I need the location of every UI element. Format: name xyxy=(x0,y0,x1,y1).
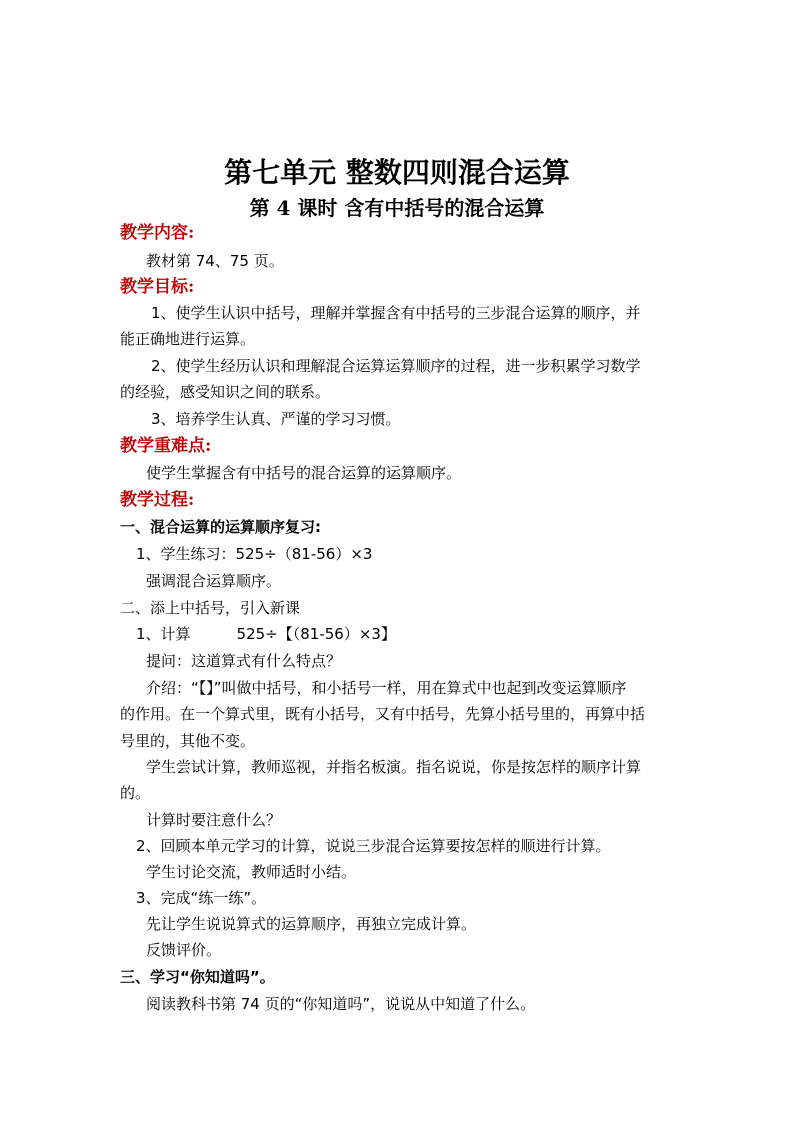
process-heading: 教学过程: xyxy=(120,490,195,510)
item-1-expression: 525÷【（81-56）×3】 xyxy=(236,625,396,643)
goal-2-line-1: 2、使学生经历认识和理解混合运算运算顺序的过程，进一步积累学习数学 xyxy=(151,357,641,375)
section-2-item-3-note: 先让学生说说算式的运算顺序，再独立完成计算。 xyxy=(146,915,477,933)
section-3-text: 阅读教科书第 74 页的“你知道吗”，说说从中知道了什么。 xyxy=(146,995,536,1013)
section-3-heading: 三、学习“你知道吗”。 xyxy=(120,968,275,986)
content-heading: 教学内容: xyxy=(120,223,195,243)
section-1-heading: 一、混合运算的运算顺序复习: xyxy=(120,518,321,536)
section-1-item-1: 1、学生练习：525÷（81-56）×3 xyxy=(136,545,373,563)
key-points-text: 使学生掌握含有中括号的混合运算的运算顺序。 xyxy=(146,464,462,482)
lesson-subtitle: 第 4 课时 含有中括号的混合运算 xyxy=(249,196,545,220)
section-2-heading: 二、添上中括号，引入新课 xyxy=(120,599,301,617)
section-2-try-line-2: 的。 xyxy=(120,784,151,802)
section-2-intro-line-2: 的作用。在一个算式里，既有小括号，又有中括号，先算小括号里的，再算中括 xyxy=(120,705,646,723)
goals-heading: 教学目标: xyxy=(120,277,195,297)
section-2-item-1 xyxy=(136,624,396,644)
section-2-intro-line-3: 号里的，其他不变。 xyxy=(120,732,256,750)
section-2-discuss: 学生讨论交流，教师适时小结。 xyxy=(146,863,357,881)
goal-1-line-1: 1、使学生认识中括号，理解并掌握含有中括号的三步混合运算的顺序，并 xyxy=(151,304,641,322)
section-2-item-2: 2、回顾本单元学习的计算，说说三步混合运算要按怎样的顺进行计算。 xyxy=(136,837,611,855)
goal-3: 3、培养学生认真、严谨的学习习惯。 xyxy=(151,410,401,428)
section-2-feedback: 反馈评价。 xyxy=(146,941,222,959)
item-1-label: 1、计算 xyxy=(136,625,191,643)
goal-1-line-2: 能正确地进行运算。 xyxy=(120,330,256,348)
key-points-heading: 教学重难点: xyxy=(120,436,212,456)
goal-2-line-2: 的经验，感受知识之间的联系。 xyxy=(120,383,331,401)
section-2-intro-line-1: 介绍：“【】”叫做中括号，和小括号一样，用在算式中也起到改变运算顺序 xyxy=(146,679,627,697)
section-2-attention: 计算时要注意什么？ xyxy=(146,811,282,829)
content-text: 教材第 74、75 页。 xyxy=(146,252,284,270)
section-2-item-3: 3、完成“练一练”。 xyxy=(136,889,267,907)
section-2-question: 提问：这道算式有什么特点？ xyxy=(146,652,342,670)
section-2-try-line-1: 学生尝试计算，教师巡视，并指名板演。指名说说，你是按怎样的顺序计算 xyxy=(146,758,642,776)
section-1-note: 强调混合运算顺序。 xyxy=(146,572,282,590)
unit-title: 第七单元 整数四则混合运算 xyxy=(224,156,570,189)
